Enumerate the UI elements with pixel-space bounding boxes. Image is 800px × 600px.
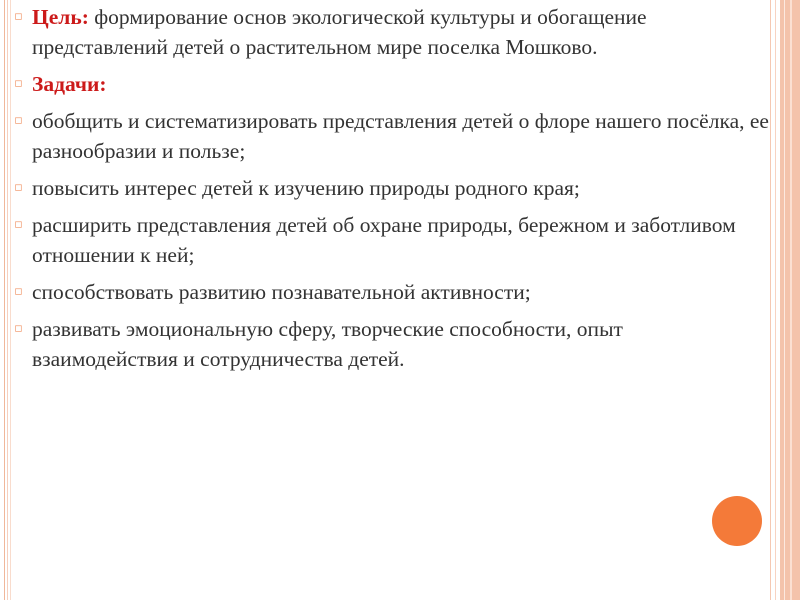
task-item [14,106,770,166]
bullet-icon: ▫ [14,217,23,232]
orange-circle-decoration [712,496,762,546]
task-item [14,173,770,203]
task-text: обобщить и систематизировать представления детей о флоре нашего посёлка, ее разнообразии и пользе; [32,109,769,163]
bullet-icon: ▫ [14,9,23,24]
task-text: способствовать развитию познавательной активности; [32,280,531,304]
left-decor-line [7,0,8,600]
bullet-icon: ▫ [14,284,23,299]
task-item [14,314,770,374]
goal-label: Цель: [32,5,89,29]
task-text: расширить представления детей об охране природы, бережном и заботливом отношении к ней; [32,213,736,267]
tasks-label: Задачи: [32,72,107,96]
goal-text: формирование основ экологической культуры и обогащение представлений детей о растительном мире поселка Мошково. [32,5,647,59]
task-item [14,277,770,307]
slide-content [14,2,770,381]
bullet-icon: ▫ [14,76,23,91]
task-text: развивать эмоциональную сферу, творческие способности, опыт взаимодействия и сотрудничества детей. [32,317,623,371]
task-text: повысить интерес детей к изучению природы родного края; [32,176,580,200]
bullet-icon: ▫ [14,180,23,195]
bullet-icon: ▫ [14,321,23,336]
task-item [14,210,770,270]
right-decor-line [784,0,785,600]
right-decor-line [790,0,792,600]
right-decor-line [770,0,771,600]
goal-paragraph [14,2,770,62]
left-decor-line [4,0,5,600]
tasks-heading [14,69,770,99]
left-decor-line [10,0,11,600]
bullet-icon: ▫ [14,113,23,128]
right-decor-line [775,0,776,600]
